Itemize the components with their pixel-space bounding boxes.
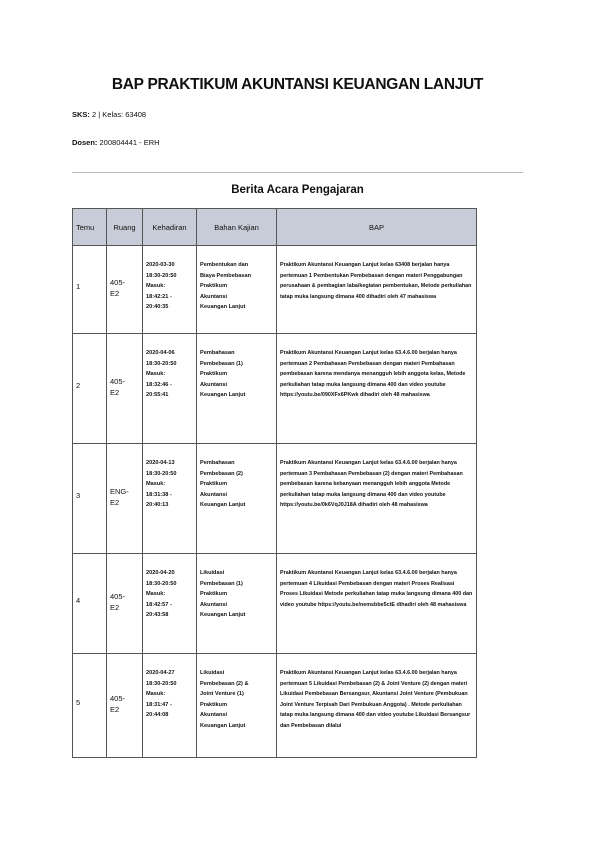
header-kehadiran: Kehadiran <box>143 209 197 246</box>
ruang-cell: 405- E2 <box>107 334 143 444</box>
sks-label: SKS: <box>72 110 90 119</box>
bap-cell: Praktikum Akuntansi Keuangan Lanjut kelas 63408 berjalan hanya pertemuan 1 Pembentukan Pembebasan dengan materi Penggabungan perusahaan & pembagian laba/kegiatan pembentukan, Metode perkuliahan tatap muka langsung dimana 400 dihadiri oleh 47 mahasiswa <box>277 246 477 334</box>
temu-cell: 5 <box>73 654 107 758</box>
temu-cell: 4 <box>73 554 107 654</box>
table-row <box>73 444 477 554</box>
table-row <box>73 246 477 334</box>
header-bap: BAP <box>277 209 477 246</box>
bahan-kajian-cell: Pembahasan Pembebasan (2) Praktikum Akuntansi Keuangan Lanjut <box>197 444 277 554</box>
bap-table <box>72 208 477 758</box>
header-temu: Temu <box>73 209 107 246</box>
divider <box>72 172 523 173</box>
bahan-kajian-cell: Pembentukan dan Biaya Pembebasan Praktikum Akuntansi Keuangan Lanjut <box>197 246 277 334</box>
bap-cell: Praktikum Akuntansi Keuangan Lanjut kelas 63.4.6.00 berjalan hanya pertemuan 3 Pembahasan Pembebasan (2) dengan materi Pembahasan pembebasan karena kebanyaan menangguh lebih anggota Metode perkuliahan tatap muka langsung dimana 400 dan video youtube https://youtu.be/0k6VqJ0J18A dihadiri oleh 48 mahasiswa <box>277 444 477 554</box>
dosen-value: 200804441 - ERH <box>99 138 160 147</box>
dosen-label: Dosen: <box>72 138 98 147</box>
table-header-row <box>73 209 477 246</box>
header-ruang: Ruang <box>107 209 143 246</box>
temu-cell: 1 <box>73 246 107 334</box>
temu-cell: 3 <box>73 444 107 554</box>
kehadiran-cell: 2020-03-30 18:30-20:50 Masuk: 18:42:21 - 20:40:35 <box>143 246 197 334</box>
table-row <box>73 334 477 444</box>
kehadiran-cell: 2020-04-27 18:30-20:50 Masuk: 18:31:47 - 20:44:08 <box>143 654 197 758</box>
ruang-cell: 405- E2 <box>107 554 143 654</box>
document-title: BAP PRAKTIKUM AKUNTANSI KEUANGAN LANJUT <box>111 76 484 93</box>
kehadiran-cell: 2020-04-20 18:30-20:50 Masuk: 18:42:57 - 20:43:58 <box>143 554 197 654</box>
bahan-kajian-cell: Likuidasi Pembebasan (1) Praktikum Akuntansi Keuangan Lanjut <box>197 554 277 654</box>
bap-cell: Praktikum Akuntansi Keuangan Lanjut kelas 63.4.6.00 berjalan hanya pertemuan 4 Likuidasi Pembebasan dengan materi Proses Realisasi Proses Likuidasi Metode perkuliahan tatap muka langsung dimana 400 dan video youtube https://youtu.be/nemsbbe5ctE dihadiri oleh 48 mahasiswa <box>277 554 477 654</box>
bap-cell: Praktikum Akuntansi Keuangan Lanjut kelas 63.4.6.00 berjalan hanya pertemuan 5 Likuidasi Pembebasan (2) & Joint Venture (2) dengan materi Likuidasi Pembebasan Bersangsur, Akuntansi Joint Venture (Pembukuan Joint Venture Terpisah Dari Pembukuan Anggota) . Metode perkuliahan tatap muka langsung dimana 400 dan video youtube Likuidasi Bersangsur dan Pembebasan dilalui <box>277 654 477 758</box>
bahan-kajian-cell: Pembahasan Pembebasan (1) Praktikum Akuntansi Keuangan Lanjut <box>197 334 277 444</box>
dosen-line <box>72 138 160 147</box>
table-row <box>73 554 477 654</box>
bap-cell: Praktikum Akuntansi Keuangan Lanjut kelas 63.4.6.00 berjalan hanya pertemuan 2 Pembahasan Pembebasan dengan materi Pembahasan pembebasan karena mendanya menangguh lebih anggota kelas, Metode perkuliahan tatap muka langsung dimana 400 dan video youtube https://youtu.be/090XFx6PKwk dihadiri oleh 48 mahasiswa <box>277 334 477 444</box>
ruang-cell: 405- E2 <box>107 246 143 334</box>
header-bahan-kajian: Bahan Kajian <box>197 209 277 246</box>
section-title: Berita Acara Pengajaran <box>231 184 364 196</box>
ruang-cell: 405- E2 <box>107 654 143 758</box>
temu-cell: 2 <box>73 334 107 444</box>
table-row <box>73 654 477 758</box>
kehadiran-cell: 2020-04-06 18:30-20:50 Masuk: 18:32:46 - 20:55:41 <box>143 334 197 444</box>
sks-value: 2 | Kelas: 63408 <box>92 110 147 119</box>
ruang-cell: ENG- E2 <box>107 444 143 554</box>
kehadiran-cell: 2020-04-13 18:30-20:50 Masuk: 18:31:38 - 20:40:13 <box>143 444 197 554</box>
sks-line <box>72 110 146 119</box>
bahan-kajian-cell: Likuidasi Pembebasan (2) & Joint Venture (1) Praktikum Akuntansi Keuangan Lanjut <box>197 654 277 758</box>
